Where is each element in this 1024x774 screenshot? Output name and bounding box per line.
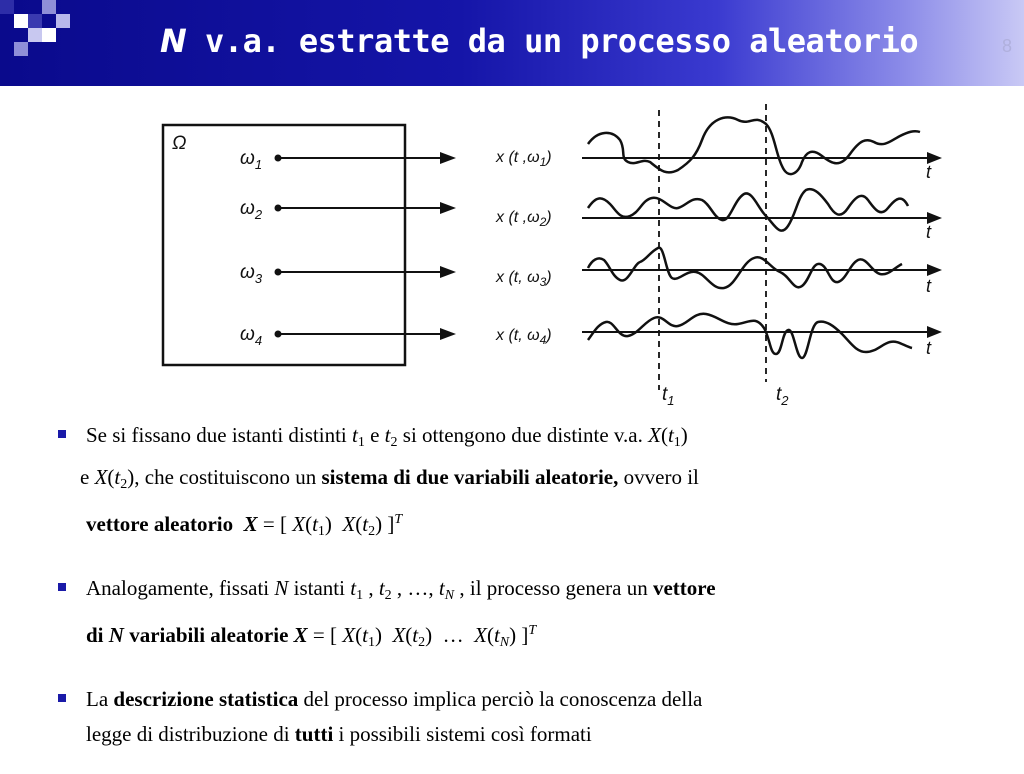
- bullet-item-statistical-description: La descrizione statistica del processo implica perciò la conoscenza della legge di distribuzione di tutti i possibili sistemi così formati: [52, 682, 992, 752]
- svg-text:t: t: [926, 162, 932, 182]
- svg-text:t: t: [926, 276, 932, 296]
- svg-text:ω3: $\omega_3$: [240, 262, 263, 286]
- realization-label-4: x (t, $\omega_4$): [496, 327, 552, 347]
- bullet-marker-icon: [58, 430, 66, 438]
- outcome-row-4: [240, 324, 456, 348]
- bullet-item-n-instants: Analogamente, fissati N istanti $t_1$ , $t_2$ , …, $t_N$ , il processo genera un vettore di N variabili aleatorie X = [ $X(t_1)$ $X(t_2)$ … $X(t_N)$ ]$^T$: [52, 571, 992, 660]
- waveform-3: [588, 248, 902, 289]
- time-axis-3: [582, 264, 942, 296]
- svg-text:t: t: [926, 338, 932, 358]
- stochastic-process-figure: [150, 96, 950, 412]
- omega-label: Ω: [172, 133, 187, 154]
- waveform-1: [588, 117, 920, 174]
- bullet-marker-icon: [58, 583, 66, 591]
- bullet-list: [52, 418, 992, 774]
- svg-text:ω1: $\omega_1$: [240, 148, 263, 172]
- instant-label-t1: $t_1$: [662, 384, 675, 408]
- svg-text:ω4: $\omega_4$: [240, 324, 263, 348]
- realization-label-1: x (t $,\omega_1$): [496, 149, 552, 169]
- slide-title: N v.a. estratte da un processo aleatorio: [160, 22, 919, 60]
- bullet-marker-icon: [58, 694, 66, 702]
- decorative-squares-icon: [0, 0, 80, 62]
- instant-label-t2: $t_2$: [776, 384, 789, 408]
- slide-header: [0, 0, 1024, 86]
- svg-text:t: t: [926, 222, 932, 242]
- waveform-4: [588, 314, 912, 358]
- time-axis-1: [582, 152, 942, 182]
- page-number: 8: [1001, 36, 1012, 56]
- waveform-2: [588, 189, 908, 231]
- realization-label-3: x (t, $\omega_3$): [496, 269, 552, 289]
- time-axis-2: [582, 212, 942, 242]
- svg-text:ω2: $\omega_2$: [240, 198, 263, 222]
- outcome-row-2: [240, 198, 456, 222]
- sample-space-box: [163, 125, 405, 365]
- outcome-row-1: [240, 148, 456, 172]
- bullet-item-fixed-instants: Se si fissano due istanti distinti $t_1$ e $t_2$ si ottengono due distinte v.a. $X(t_1)$ e $X(t_2)$, che costituiscono un sistema di due variabili aleatorie, ovvero il vettore aleatorio X = [ $X(t_1)$ $X(t_2)$ ]$^T$: [52, 418, 992, 549]
- realization-label-2: x (t $,\omega_2$): [496, 209, 552, 229]
- outcome-row-3: [240, 262, 456, 286]
